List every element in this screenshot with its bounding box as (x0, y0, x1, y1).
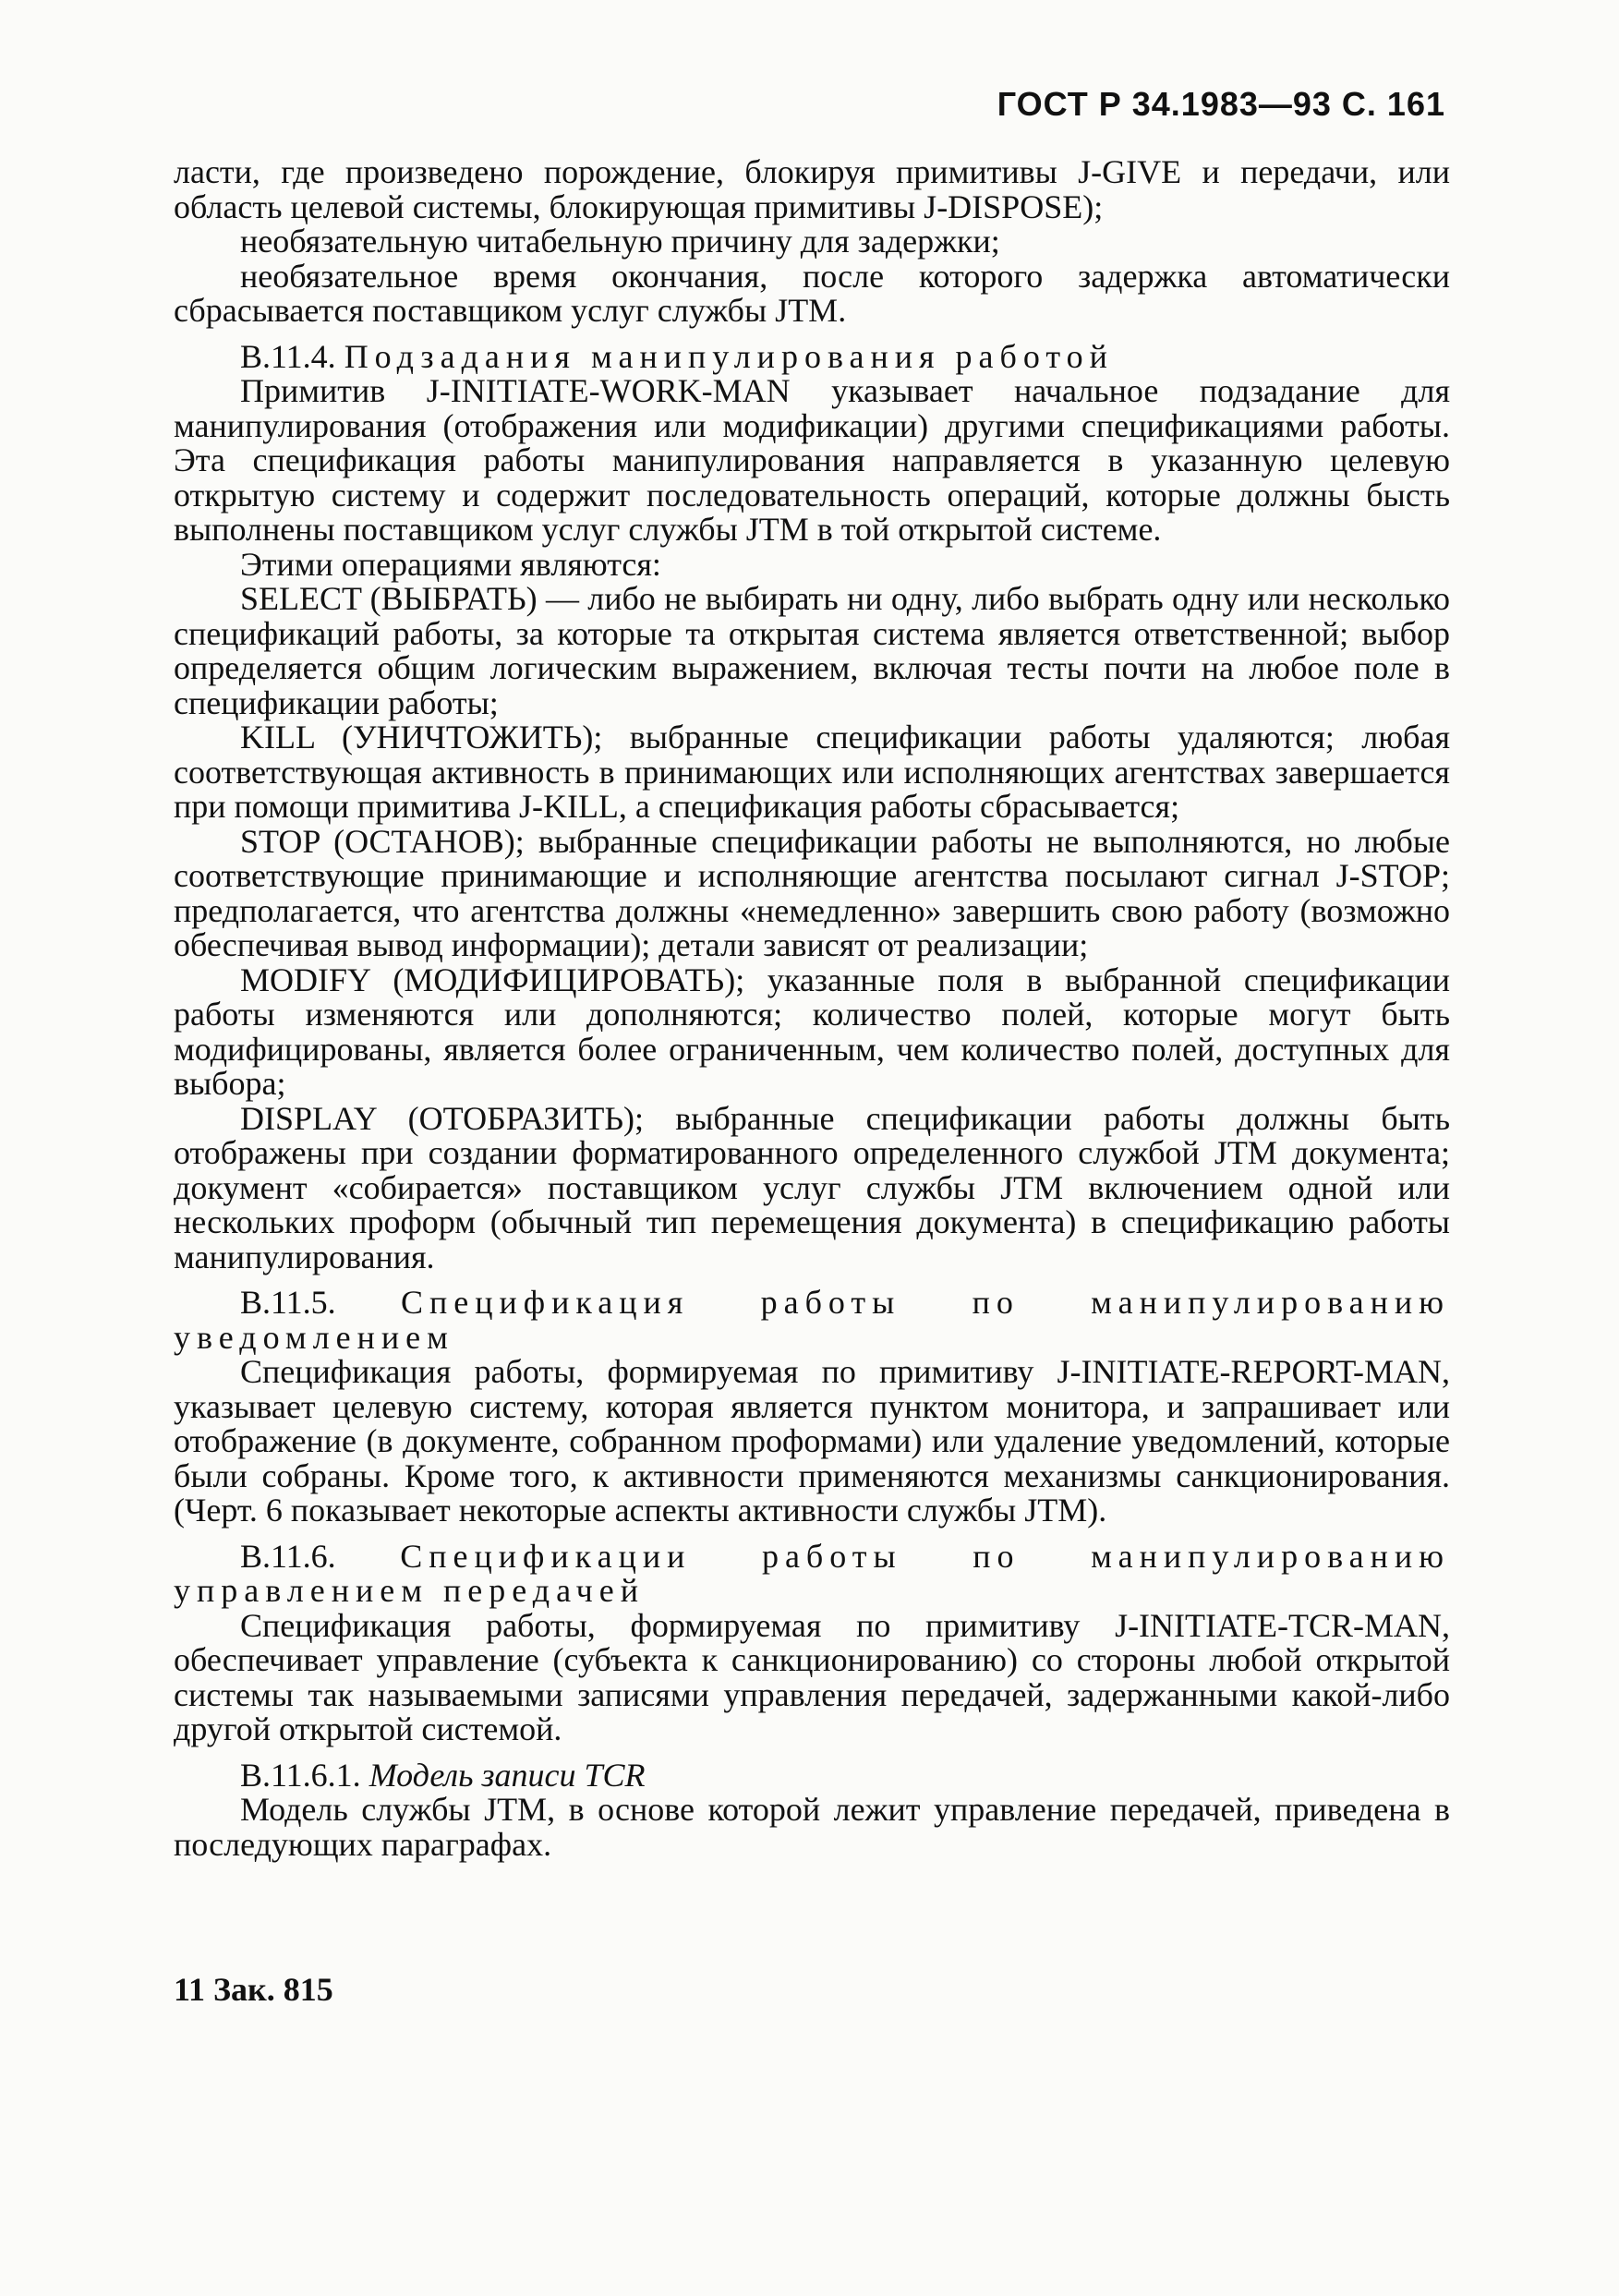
section-title: Спецификация работы по манипулированию уведомлением (174, 1284, 1450, 1356)
printer-imprint: 11 Зак. 815 (174, 1971, 333, 2008)
paragraph: KILL (УНИЧТОЖИТЬ); выбранные спецификации работы удаляются; любая соответствующая активность в принимающих или исполняющих агентствах завершается при помощи примитива J-KILL, а спецификация работы сбрасывается; (174, 719, 1450, 825)
running-header: ГОСТ Р 34.1983—93 С. 161 (997, 85, 1445, 123)
document-body (174, 155, 1450, 1862)
section-heading-b-11-6 (174, 1537, 1450, 1609)
section-title: Модель записи TCR (369, 1756, 646, 1794)
paragraph: Модель службы JTM, в основе которой лежит управление передачей, приведена в последующих параграфах. (174, 1791, 1450, 1863)
section-title: Подзадания манипулирования работой (344, 337, 1114, 375)
paragraph: необязательную читабельную причину для задержки; (240, 223, 1000, 260)
paragraph: MODIFY (МОДИФИЦИРОВАТЬ); указанные поля в выбранной спецификации работы изменяются или дополняются; количество полей, которые могут быть модифицированы, является более ограниченным, чем количество полей, доступных для выбора; (174, 961, 1450, 1102)
section-heading-b-11-4 (174, 337, 1450, 375)
paragraph: SELECT (ВЫБРАТЬ) — либо не выбирать ни одну, либо выбрать одну или несколько спецификаций работы, за которые та открытая система является ответственной; выбор определяется общим логическим выражением, включая тесты почти на любое поле в спецификации работы; (174, 580, 1450, 721)
paragraph: STOP (ОСТАНОВ); выбранные спецификации работы не выполняются, но любые соответствующие принимающие и исполняющие агентства посылают сигнал J-STOP; предполагается, что агентства должны «немедленно» завершить свою работу (возможно обеспечивая вывод информации); детали зависят от реализации; (174, 822, 1450, 963)
paragraph: Этими операциями являются: (240, 545, 661, 583)
paragraph: необязательное время окончания, после которого задержка автоматически сбрасывается поставщиком услуг службы JTM. (174, 257, 1450, 329)
paragraph: Спецификация работы, формируемая по примитиву J-INITIATE-TCR-MAN, обеспечивает управление (субъекта к санкционированию) со стороны любой открытой системы так называемыми записями управления передачей, задержанными какой-либо другой открытой системой. (174, 1606, 1450, 1747)
section-number: В.11.6.1. (240, 1756, 361, 1794)
paragraph: DISPLAY (ОТОБРАЗИТЬ); выбранные спецификации работы должны быть отображены при создании форматированного определенного службой JTM документа; документ «собирается» поставщиком услуг службы JTM включением одной или нескольких проформ (обычный тип перемещения документа) в спецификацию работы манипулирования. (174, 1099, 1450, 1275)
section-number: В.11.5. (240, 1284, 336, 1321)
paragraph: Примитив J-INITIATE-WORK-MAN указывает начальное подзадание для манипулирования (отображения или модификации) другими спецификациями работы. Эта спецификация работы манипулирования направляется в указанную целевую открытую систему и содержит последовательность операций, которые должны бысть выполнены поставщиком услуг службы JTM в той открытой системе. (174, 372, 1450, 548)
section-number: В.11.4. (240, 337, 336, 375)
paragraph: Спецификация работы, формируемая по примитиву J-INITIATE-REPORT-MAN, указывает целевую систему, которая является пунктом монитора, и запрашивает или отображение (в документе, собранном проформами) или удаление уведомлений, которые были собраны. Кроме того, к активности применяются механизмы санкционирования. (Черт. 6 показывает некоторые аспекты активности службы JTM). (174, 1353, 1450, 1529)
section-heading-b-11-5 (174, 1286, 1450, 1355)
section-title: Спецификации работы по манипулированию управлением передачей (174, 1537, 1450, 1609)
paragraph: ласти, где произведено порождение, блокируя примитивы J-GIVE и передачи, или область целевой системы, блокирующая примитивы J-DISPOSE); (174, 153, 1450, 225)
section-number: В.11.6. (240, 1537, 336, 1575)
section-heading-b-11-6-1 (174, 1758, 1450, 1794)
